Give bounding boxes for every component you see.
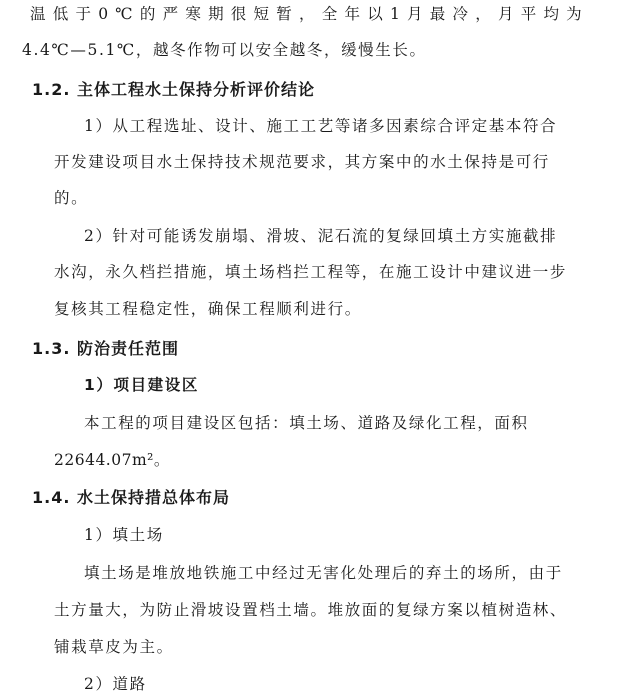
climate-line-1-char: 暂: [276, 5, 292, 23]
s12-p2-line1: 2）针对可能诱发崩塌、滑坡、泥石流的复绿回填土方实施截排: [84, 227, 558, 245]
climate-line-1-char: 很: [230, 5, 247, 23]
climate-line-1-char: 于: [75, 5, 91, 23]
climate-line-1-char: 平: [520, 5, 537, 23]
section-heading-1-2: 1.2. 主体工程水土保持分析评价结论: [32, 80, 315, 99]
climate-line-1-char: 均: [543, 5, 559, 23]
climate-line-1-char: 以: [367, 5, 383, 23]
climate-line-1-char: 短: [253, 5, 270, 23]
climate-line-1-char: 最: [429, 5, 446, 23]
climate-line-1-char: ，: [475, 5, 491, 23]
section-heading-1-3: 1.3. 防治责任范围: [32, 339, 179, 358]
climate-line-2: 4.4℃—5.1℃，越冬作物可以安全越冬，缓慢生长。: [22, 41, 427, 59]
climate-line-1-char: 的: [139, 5, 156, 23]
s13-p-line2: 22644.07m²。: [54, 451, 170, 469]
s13-subheading-1: 1）项目建设区: [84, 376, 199, 394]
s12-p2-line2: 水沟，永久档拦措施，填土场档拦工程等，在施工设计中建议进一步: [54, 263, 568, 281]
climate-line-1-char: 0: [98, 5, 109, 23]
climate-line-1-char: 月: [497, 5, 514, 23]
climate-line-1-char: 低: [52, 5, 69, 23]
climate-line-1-char: 1: [389, 5, 400, 23]
climate-line-1-char: 月: [407, 5, 423, 23]
s12-p2-line3: 复核其工程稳定性，确保工程顺利进行。: [54, 300, 362, 318]
s12-p1-line1: 1）从工程选址、设计、施工工艺等诸多因素综合评定基本符合: [84, 117, 558, 135]
s14-p-line2: 土方量大，为防止滑坡设置档土墙。堆放面的复绿方案以植树造林、: [54, 601, 568, 619]
climate-line-1-char: 为: [566, 5, 582, 23]
s13-p-line1: 本工程的项目建设区包括：填土场、道路及绿化工程，面积: [84, 414, 529, 432]
s14-subheading-2: 2）道路: [84, 675, 147, 693]
s14-p-line3: 铺栽草皮为主。: [54, 638, 174, 656]
climate-line-1: [30, 2, 582, 26]
climate-line-1-char: 严: [162, 5, 179, 23]
climate-line-1-char: 全: [321, 5, 338, 23]
climate-line-1-char: 年: [344, 5, 360, 23]
climate-line-1-char: 寒: [185, 5, 201, 23]
climate-line-1-char: 期: [208, 5, 224, 23]
climate-line-1-char: 冷: [452, 5, 469, 23]
s14-p-line1: 填土场是堆放地铁施工中经过无害化处理后的弃土的场所，由于: [84, 564, 563, 582]
climate-line-1-char: 温: [30, 5, 46, 23]
s12-p1-line3: 的。: [54, 189, 89, 207]
s14-subheading-1: 1）填土场: [84, 526, 164, 544]
climate-line-1-char: ，: [299, 5, 315, 23]
section-heading-1-4: 1.4. 水土保持措总体布局: [32, 488, 230, 507]
s12-p1-line2: 开发建设项目水土保持技术规范要求，其方案中的水土保持是可行: [54, 153, 550, 171]
climate-line-1-char: ℃: [115, 5, 133, 23]
